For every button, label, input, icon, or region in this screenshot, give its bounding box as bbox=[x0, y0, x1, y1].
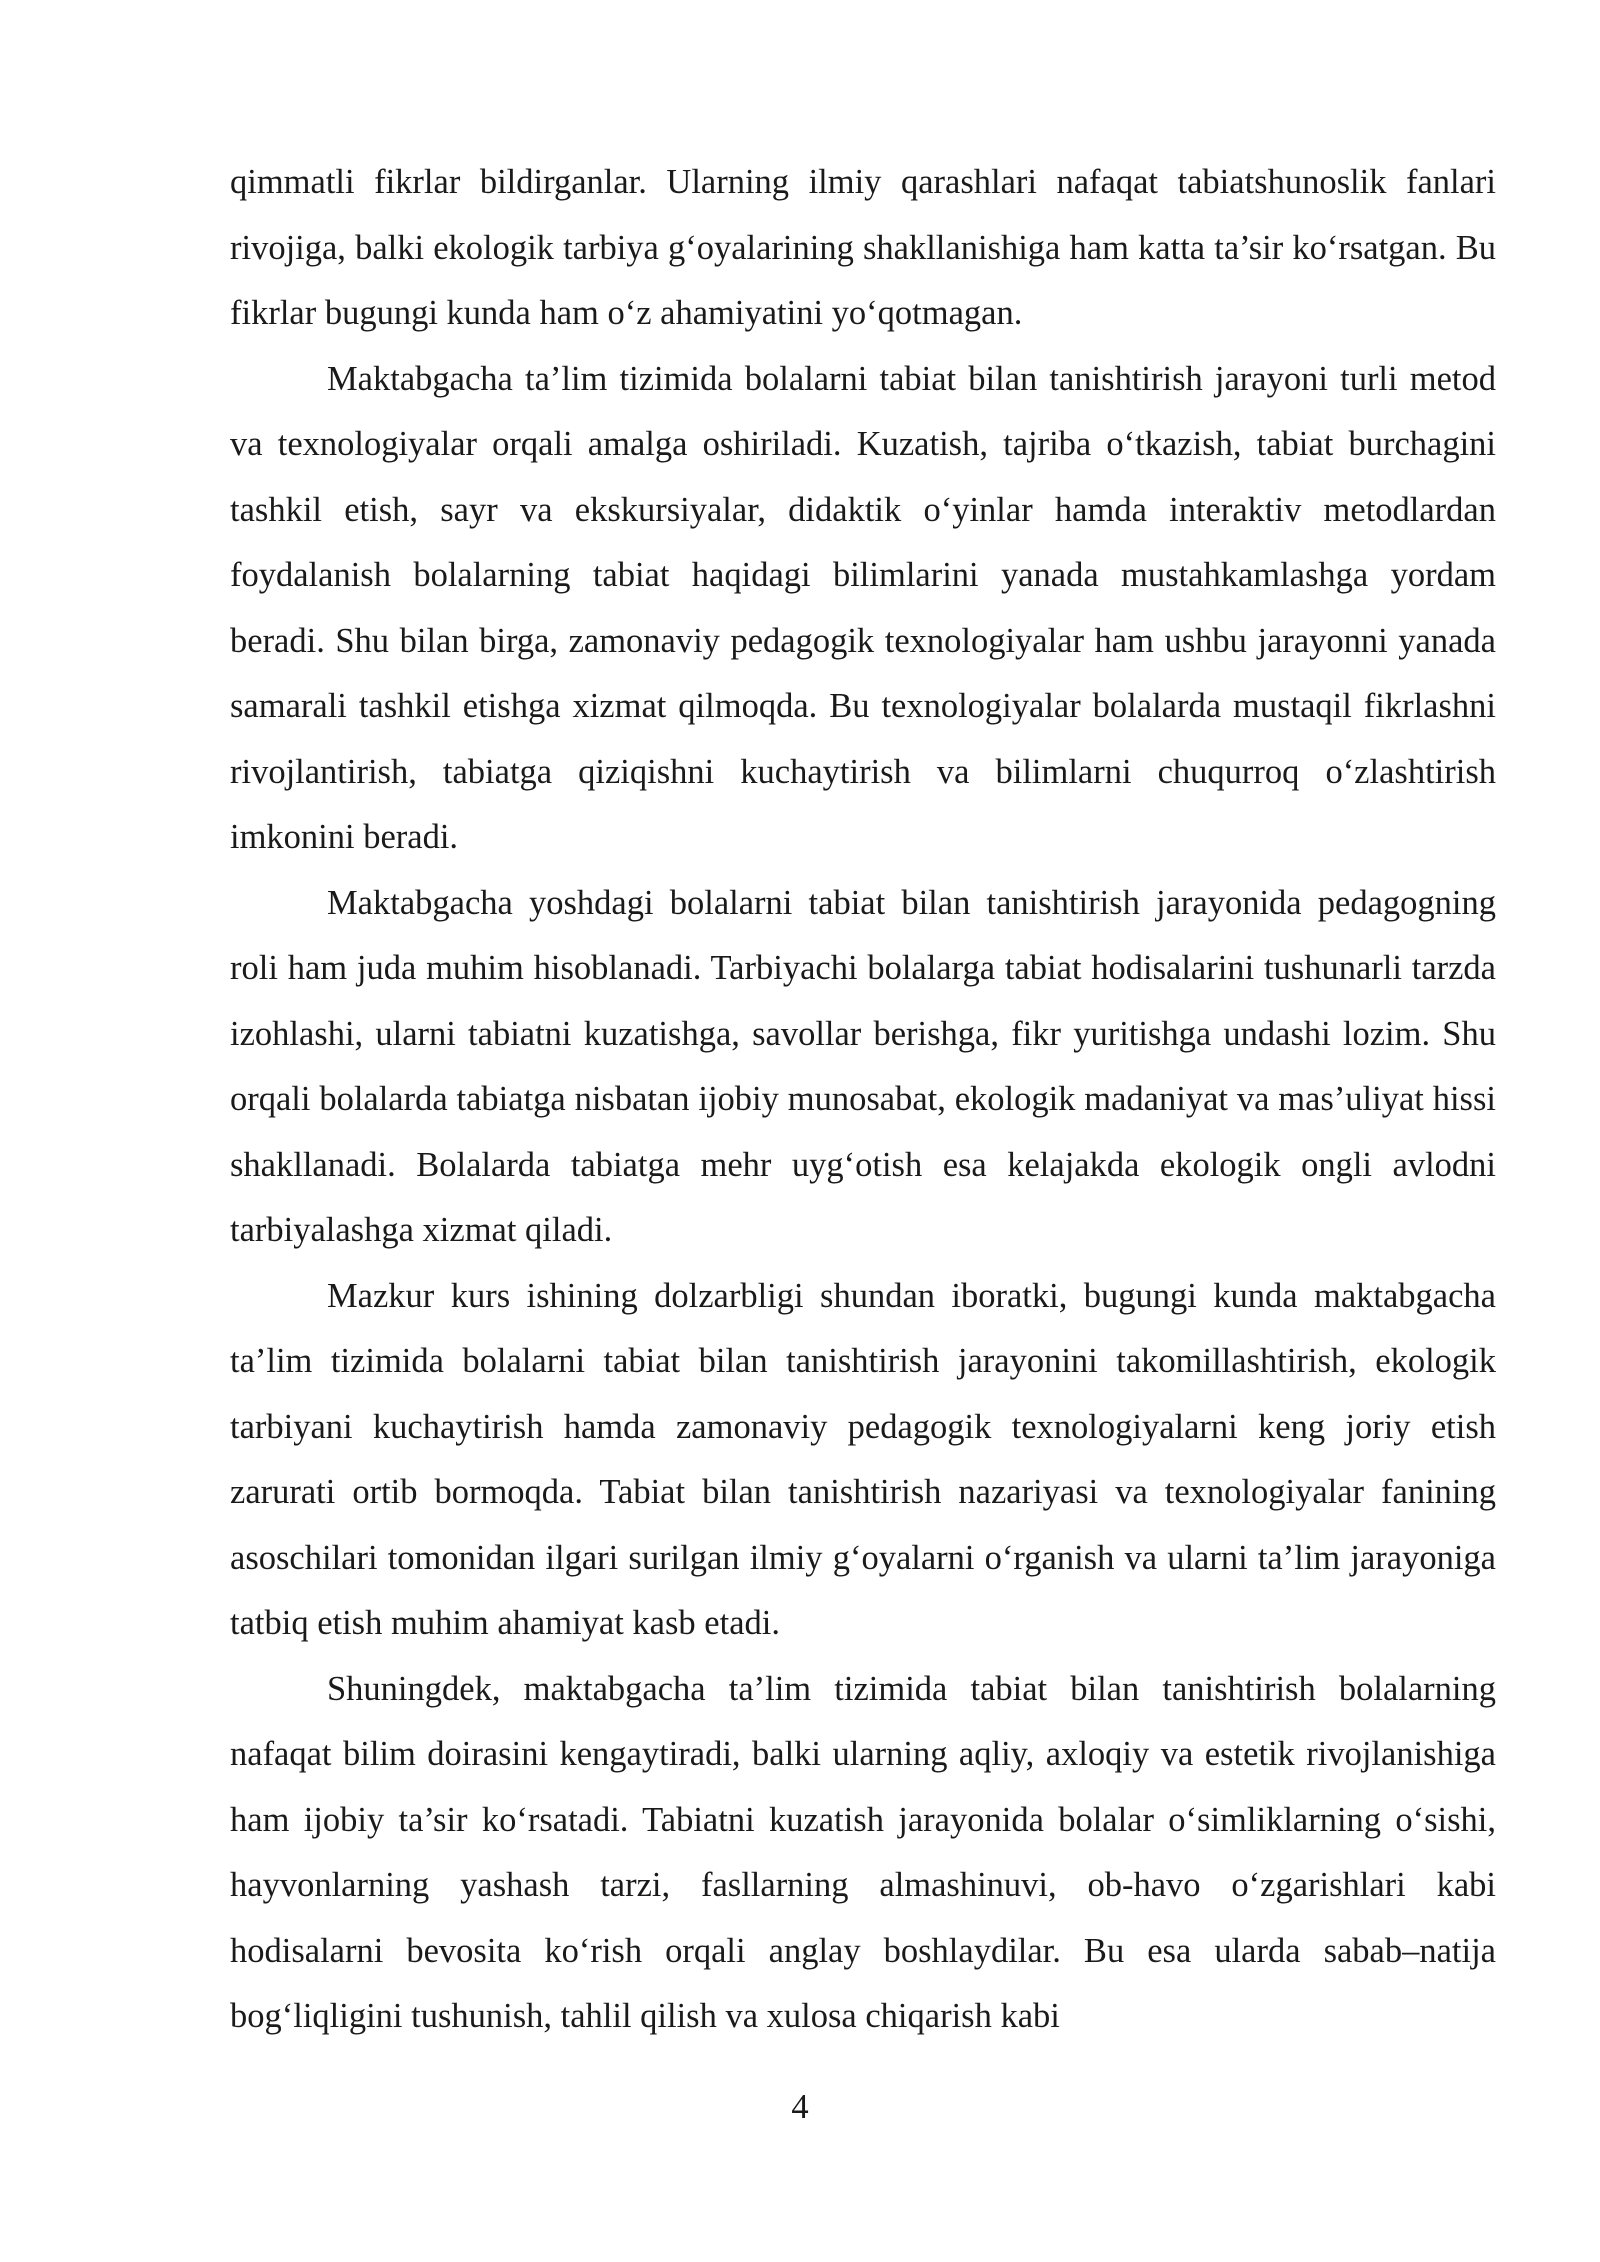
paragraph-1-continued: qimmatli fikrlar bildirganlar. Ularning ilmiy qarashlari nafaqat tabiatshunoslik fanlari rivojiga, balki ekologik tarbiya g‘oyalarining shakllanishiga ham katta ta’sir ko‘rsatgan. Bu fikrlar bugungi kunda ham o‘z ahamiyatini yo‘qotmagan. bbox=[230, 163, 1496, 332]
paragraph-5: Shuningdek, maktabgacha ta’lim tizimida tabiat bilan tanishtirish bolalarning nafaqat bilim doirasini kengaytiradi, balki ularning aqliy, axloqiy va estetik rivojlanishiga ham ijobiy ta’sir ko‘rsatadi. Tabiatni kuzatish jarayonida bolalar o‘simliklarning o‘sishi, hayvonlarning yashash tarzi, fasllarning almashinuvi, ob-havo o‘zgarishlari kabi hodisalarni bevosita ko‘rish orqali anglay boshlaydilar. Bu esa ularda sabab–natija bog‘liqligini tushunish, tahlil qilish va xulosa chiqarish kabi bbox=[230, 1669, 1496, 2035]
paragraph-3: Maktabgacha yoshdagi bolalarni tabiat bilan tanishtirish jarayonida pedagogning roli ham juda muhim hisoblanadi. Tarbiyachi bolalarga tabiat hodisalarini tushunarli tarzda izohlashi, ularni tabiatni kuzatishga, savollar berishga, fikr yuritishga undashi lozim. Shu orqali bolalarda tabiatga nisbatan ijobiy munosabat, ekologik madaniyat va mas’uliyat hissi shakllanadi. Bolalarda tabiatga mehr uyg‘otish esa kelajakda ekologik ongli avlodni tarbiyalashga xizmat qiladi. bbox=[230, 883, 1496, 1249]
paragraph-2: Maktabgacha ta’lim tizimida bolalarni tabiat bilan tanishtirish jarayoni turli metod va texnologiyalar orqali amalga oshiriladi. Kuzatish, tajriba o‘tkazish, tabiat burchagini tashkil etish, sayr va ekskursiyalar, didaktik o‘yinlar hamda interaktiv metodlardan foydalanish bolalarning tabiat haqidagi bilimlarini yanada mustahkamlashga yordam beradi. Shu bilan birga, zamonaviy pedagogik texnologiyalar ham ushbu jarayonni yanada samarali tashkil etishga xizmat qilmoqda. Bu texnologiyalar bolalarda mustaqil fikrlashni rivojlantirish, tabiatga qiziqishni kuchaytirish va bilimlarni chuqurroq o‘zlashtirish imkonini beradi. bbox=[230, 359, 1496, 856]
body-text bbox=[230, 150, 1496, 2050]
paragraph-4: Mazkur kurs ishining dolzarbligi shundan iboratki, bugungi kunda maktabgacha ta’lim tizimida bolalarni tabiat bilan tanishtirish jarayonini takomillashtirish, ekologik tarbiyani kuchaytirish hamda zamonaviy pedagogik texnologiyalarni keng joriy etish zarurati ortib bormoqda. Tabiat bilan tanishtirish nazariyasi va texnologiyalar fanining asoschilari tomonidan ilgari surilgan ilmiy g‘oyalarni o‘rganish va ularni ta’lim jarayoniga tatbiq etish muhim ahamiyat kasb etadi. bbox=[230, 1276, 1496, 1642]
page-number: 4 bbox=[791, 2088, 809, 2126]
